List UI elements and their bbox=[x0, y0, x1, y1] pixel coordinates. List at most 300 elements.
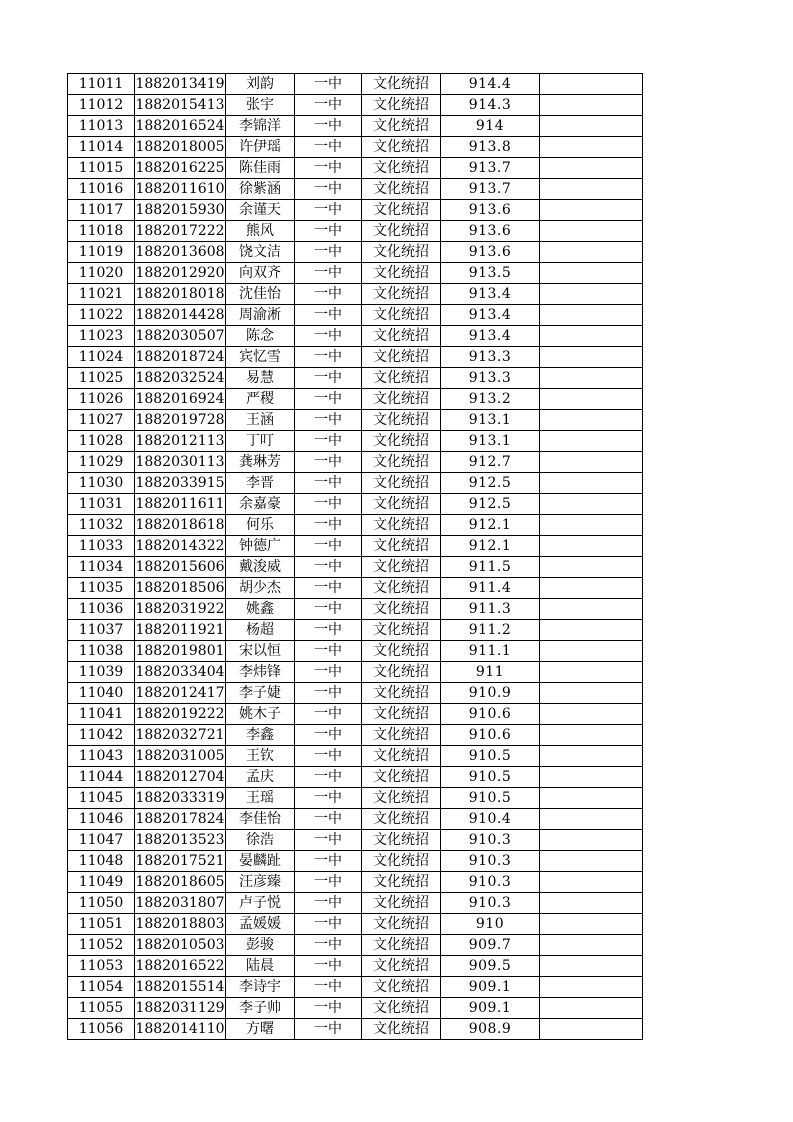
seq-number-cell: 11019 bbox=[68, 242, 135, 263]
note-cell bbox=[540, 179, 643, 200]
note-cell bbox=[540, 578, 643, 599]
student-name-cell: 胡少杰 bbox=[226, 578, 295, 599]
score-cell: 911.1 bbox=[441, 641, 540, 662]
admission-type-cell: 文化统招 bbox=[362, 557, 441, 578]
school-cell: 一中 bbox=[295, 746, 362, 767]
admission-type-cell: 文化统招 bbox=[362, 494, 441, 515]
score-cell: 910.3 bbox=[441, 872, 540, 893]
school-cell: 一中 bbox=[295, 200, 362, 221]
table-row bbox=[68, 410, 643, 431]
table-row bbox=[68, 494, 643, 515]
admission-type-cell: 文化统招 bbox=[362, 242, 441, 263]
seq-number-cell: 11026 bbox=[68, 389, 135, 410]
score-cell: 913.1 bbox=[441, 410, 540, 431]
score-cell: 910.4 bbox=[441, 809, 540, 830]
score-cell: 913.7 bbox=[441, 179, 540, 200]
exam-id-cell: 1882018018 bbox=[135, 284, 226, 305]
table-row bbox=[68, 725, 643, 746]
student-name-cell: 李子帅 bbox=[226, 998, 295, 1019]
exam-id-cell: 1882011921 bbox=[135, 620, 226, 641]
results-table bbox=[67, 73, 643, 1040]
note-cell bbox=[540, 1019, 643, 1040]
student-name-cell: 熊风 bbox=[226, 221, 295, 242]
score-cell: 909.5 bbox=[441, 956, 540, 977]
score-cell: 912.1 bbox=[441, 536, 540, 557]
seq-number-cell: 11012 bbox=[68, 95, 135, 116]
school-cell: 一中 bbox=[295, 368, 362, 389]
score-cell: 910.3 bbox=[441, 893, 540, 914]
seq-number-cell: 11049 bbox=[68, 872, 135, 893]
school-cell: 一中 bbox=[295, 221, 362, 242]
seq-number-cell: 11021 bbox=[68, 284, 135, 305]
admission-type-cell: 文化统招 bbox=[362, 977, 441, 998]
note-cell bbox=[540, 998, 643, 1019]
student-name-cell: 孟媛媛 bbox=[226, 914, 295, 935]
exam-id-cell: 1882014110 bbox=[135, 1019, 226, 1040]
score-cell: 910.5 bbox=[441, 746, 540, 767]
school-cell: 一中 bbox=[295, 137, 362, 158]
school-cell: 一中 bbox=[295, 830, 362, 851]
note-cell bbox=[540, 725, 643, 746]
note-cell bbox=[540, 116, 643, 137]
exam-id-cell: 1882012417 bbox=[135, 683, 226, 704]
table-row bbox=[68, 473, 643, 494]
student-name-cell: 陆晨 bbox=[226, 956, 295, 977]
seq-number-cell: 11020 bbox=[68, 263, 135, 284]
table-row bbox=[68, 347, 643, 368]
note-cell bbox=[540, 599, 643, 620]
exam-id-cell: 1882031922 bbox=[135, 599, 226, 620]
admission-type-cell: 文化统招 bbox=[362, 641, 441, 662]
table-row bbox=[68, 998, 643, 1019]
exam-id-cell: 1882017222 bbox=[135, 221, 226, 242]
note-cell bbox=[540, 977, 643, 998]
table-body bbox=[68, 74, 643, 1040]
school-cell: 一中 bbox=[295, 431, 362, 452]
student-name-cell: 方曙 bbox=[226, 1019, 295, 1040]
admission-type-cell: 文化统招 bbox=[362, 305, 441, 326]
school-cell: 一中 bbox=[295, 683, 362, 704]
student-name-cell: 杨超 bbox=[226, 620, 295, 641]
student-name-cell: 李鑫 bbox=[226, 725, 295, 746]
score-cell: 914.3 bbox=[441, 95, 540, 116]
school-cell: 一中 bbox=[295, 494, 362, 515]
school-cell: 一中 bbox=[295, 578, 362, 599]
score-cell: 913.3 bbox=[441, 368, 540, 389]
note-cell bbox=[540, 557, 643, 578]
note-cell bbox=[540, 704, 643, 725]
seq-number-cell: 11032 bbox=[68, 515, 135, 536]
table-row bbox=[68, 788, 643, 809]
seq-number-cell: 11040 bbox=[68, 683, 135, 704]
exam-id-cell: 1882013523 bbox=[135, 830, 226, 851]
seq-number-cell: 11034 bbox=[68, 557, 135, 578]
exam-id-cell: 1882033404 bbox=[135, 662, 226, 683]
score-cell: 913.4 bbox=[441, 284, 540, 305]
exam-id-cell: 1882031807 bbox=[135, 893, 226, 914]
seq-number-cell: 11013 bbox=[68, 116, 135, 137]
seq-number-cell: 11051 bbox=[68, 914, 135, 935]
note-cell bbox=[540, 893, 643, 914]
note-cell bbox=[540, 431, 643, 452]
score-cell: 910.3 bbox=[441, 830, 540, 851]
admission-type-cell: 文化统招 bbox=[362, 851, 441, 872]
student-name-cell: 孟庆 bbox=[226, 767, 295, 788]
admission-type-cell: 文化统招 bbox=[362, 452, 441, 473]
seq-number-cell: 11055 bbox=[68, 998, 135, 1019]
exam-id-cell: 1882030507 bbox=[135, 326, 226, 347]
note-cell bbox=[540, 914, 643, 935]
admission-type-cell: 文化统招 bbox=[362, 200, 441, 221]
admission-type-cell: 文化统招 bbox=[362, 284, 441, 305]
student-name-cell: 何乐 bbox=[226, 515, 295, 536]
seq-number-cell: 11048 bbox=[68, 851, 135, 872]
score-cell: 911.4 bbox=[441, 578, 540, 599]
student-name-cell: 丁叮 bbox=[226, 431, 295, 452]
student-name-cell: 陈佳雨 bbox=[226, 158, 295, 179]
note-cell bbox=[540, 368, 643, 389]
school-cell: 一中 bbox=[295, 158, 362, 179]
school-cell: 一中 bbox=[295, 704, 362, 725]
exam-id-cell: 1882014428 bbox=[135, 305, 226, 326]
seq-number-cell: 11015 bbox=[68, 158, 135, 179]
score-cell: 913.7 bbox=[441, 158, 540, 179]
admission-type-cell: 文化统招 bbox=[362, 872, 441, 893]
seq-number-cell: 11039 bbox=[68, 662, 135, 683]
table-row bbox=[68, 809, 643, 830]
student-name-cell: 卢子悦 bbox=[226, 893, 295, 914]
table-row bbox=[68, 431, 643, 452]
table-row bbox=[68, 326, 643, 347]
table-row bbox=[68, 872, 643, 893]
note-cell bbox=[540, 641, 643, 662]
score-cell: 908.9 bbox=[441, 1019, 540, 1040]
school-cell: 一中 bbox=[295, 347, 362, 368]
score-cell: 914 bbox=[441, 116, 540, 137]
score-cell: 912.5 bbox=[441, 494, 540, 515]
exam-id-cell: 1882019728 bbox=[135, 410, 226, 431]
admission-type-cell: 文化统招 bbox=[362, 221, 441, 242]
seq-number-cell: 11018 bbox=[68, 221, 135, 242]
exam-id-cell: 1882015514 bbox=[135, 977, 226, 998]
admission-type-cell: 文化统招 bbox=[362, 830, 441, 851]
score-cell: 913.1 bbox=[441, 431, 540, 452]
table-row bbox=[68, 683, 643, 704]
seq-number-cell: 11047 bbox=[68, 830, 135, 851]
student-name-cell: 余嘉豪 bbox=[226, 494, 295, 515]
score-cell: 913.8 bbox=[441, 137, 540, 158]
exam-id-cell: 1882016225 bbox=[135, 158, 226, 179]
admission-type-cell: 文化统招 bbox=[362, 788, 441, 809]
table-row bbox=[68, 95, 643, 116]
exam-id-cell: 1882031005 bbox=[135, 746, 226, 767]
table-row bbox=[68, 830, 643, 851]
exam-id-cell: 1882018506 bbox=[135, 578, 226, 599]
school-cell: 一中 bbox=[295, 410, 362, 431]
note-cell bbox=[540, 473, 643, 494]
exam-id-cell: 1882010503 bbox=[135, 935, 226, 956]
table-row bbox=[68, 704, 643, 725]
school-cell: 一中 bbox=[295, 599, 362, 620]
table-row bbox=[68, 1019, 643, 1040]
note-cell bbox=[540, 326, 643, 347]
table-row bbox=[68, 305, 643, 326]
note-cell bbox=[540, 410, 643, 431]
student-name-cell: 王钦 bbox=[226, 746, 295, 767]
student-name-cell: 沈佳怡 bbox=[226, 284, 295, 305]
student-name-cell: 李炜锋 bbox=[226, 662, 295, 683]
student-name-cell: 王瑶 bbox=[226, 788, 295, 809]
table-row bbox=[68, 368, 643, 389]
student-name-cell: 宾忆雪 bbox=[226, 347, 295, 368]
exam-id-cell: 1882015930 bbox=[135, 200, 226, 221]
table-row bbox=[68, 536, 643, 557]
exam-id-cell: 1882017824 bbox=[135, 809, 226, 830]
note-cell bbox=[540, 305, 643, 326]
score-cell: 909.1 bbox=[441, 998, 540, 1019]
admission-type-cell: 文化统招 bbox=[362, 536, 441, 557]
exam-id-cell: 1882011610 bbox=[135, 179, 226, 200]
note-cell bbox=[540, 515, 643, 536]
school-cell: 一中 bbox=[295, 557, 362, 578]
admission-type-cell: 文化统招 bbox=[362, 179, 441, 200]
table-row bbox=[68, 242, 643, 263]
student-name-cell: 周渝淅 bbox=[226, 305, 295, 326]
score-cell: 913.6 bbox=[441, 221, 540, 242]
student-name-cell: 饶文洁 bbox=[226, 242, 295, 263]
score-cell: 910.5 bbox=[441, 788, 540, 809]
school-cell: 一中 bbox=[295, 389, 362, 410]
note-cell bbox=[540, 809, 643, 830]
seq-number-cell: 11023 bbox=[68, 326, 135, 347]
admission-type-cell: 文化统招 bbox=[362, 137, 441, 158]
seq-number-cell: 11024 bbox=[68, 347, 135, 368]
seq-number-cell: 11041 bbox=[68, 704, 135, 725]
seq-number-cell: 11042 bbox=[68, 725, 135, 746]
exam-id-cell: 1882030113 bbox=[135, 452, 226, 473]
table-row bbox=[68, 578, 643, 599]
score-cell: 910 bbox=[441, 914, 540, 935]
note-cell bbox=[540, 221, 643, 242]
seq-number-cell: 11054 bbox=[68, 977, 135, 998]
admission-type-cell: 文化统招 bbox=[362, 116, 441, 137]
note-cell bbox=[540, 872, 643, 893]
note-cell bbox=[540, 956, 643, 977]
seq-number-cell: 11014 bbox=[68, 137, 135, 158]
student-name-cell: 王涵 bbox=[226, 410, 295, 431]
exam-id-cell: 1882016524 bbox=[135, 116, 226, 137]
admission-type-cell: 文化统招 bbox=[362, 956, 441, 977]
note-cell bbox=[540, 767, 643, 788]
student-name-cell: 李晋 bbox=[226, 473, 295, 494]
school-cell: 一中 bbox=[295, 641, 362, 662]
exam-id-cell: 1882033319 bbox=[135, 788, 226, 809]
table-row bbox=[68, 851, 643, 872]
table-row bbox=[68, 200, 643, 221]
note-cell bbox=[540, 95, 643, 116]
table-row bbox=[68, 767, 643, 788]
seq-number-cell: 11036 bbox=[68, 599, 135, 620]
admission-type-cell: 文化统招 bbox=[362, 515, 441, 536]
student-name-cell: 晏麟趾 bbox=[226, 851, 295, 872]
student-name-cell: 向双齐 bbox=[226, 263, 295, 284]
school-cell: 一中 bbox=[295, 809, 362, 830]
score-cell: 914.4 bbox=[441, 74, 540, 95]
school-cell: 一中 bbox=[295, 179, 362, 200]
student-name-cell: 彭骏 bbox=[226, 935, 295, 956]
school-cell: 一中 bbox=[295, 305, 362, 326]
school-cell: 一中 bbox=[295, 998, 362, 1019]
admission-type-cell: 文化统招 bbox=[362, 599, 441, 620]
admission-type-cell: 文化统招 bbox=[362, 578, 441, 599]
note-cell bbox=[540, 263, 643, 284]
admission-type-cell: 文化统招 bbox=[362, 620, 441, 641]
school-cell: 一中 bbox=[295, 74, 362, 95]
school-cell: 一中 bbox=[295, 263, 362, 284]
note-cell bbox=[540, 494, 643, 515]
student-name-cell: 李子婕 bbox=[226, 683, 295, 704]
note-cell bbox=[540, 935, 643, 956]
score-cell: 911.2 bbox=[441, 620, 540, 641]
student-name-cell: 汪彦臻 bbox=[226, 872, 295, 893]
score-cell: 913.5 bbox=[441, 263, 540, 284]
admission-type-cell: 文化统招 bbox=[362, 725, 441, 746]
seq-number-cell: 11043 bbox=[68, 746, 135, 767]
admission-type-cell: 文化统招 bbox=[362, 473, 441, 494]
school-cell: 一中 bbox=[295, 872, 362, 893]
note-cell bbox=[540, 851, 643, 872]
admission-type-cell: 文化统招 bbox=[362, 74, 441, 95]
score-cell: 913.6 bbox=[441, 200, 540, 221]
admission-type-cell: 文化统招 bbox=[362, 662, 441, 683]
student-name-cell: 李诗宇 bbox=[226, 977, 295, 998]
score-cell: 912.7 bbox=[441, 452, 540, 473]
school-cell: 一中 bbox=[295, 620, 362, 641]
school-cell: 一中 bbox=[295, 95, 362, 116]
table-row bbox=[68, 284, 643, 305]
admission-type-cell: 文化统招 bbox=[362, 935, 441, 956]
score-cell: 913.6 bbox=[441, 242, 540, 263]
score-cell: 913.4 bbox=[441, 305, 540, 326]
seq-number-cell: 11045 bbox=[68, 788, 135, 809]
seq-number-cell: 11037 bbox=[68, 620, 135, 641]
table-row bbox=[68, 158, 643, 179]
exam-id-cell: 1882018618 bbox=[135, 515, 226, 536]
seq-number-cell: 11046 bbox=[68, 809, 135, 830]
student-name-cell: 严稷 bbox=[226, 389, 295, 410]
admission-type-cell: 文化统招 bbox=[362, 767, 441, 788]
table-row bbox=[68, 746, 643, 767]
note-cell bbox=[540, 746, 643, 767]
table-row bbox=[68, 389, 643, 410]
admission-type-cell: 文化统招 bbox=[362, 1019, 441, 1040]
exam-id-cell: 1882015413 bbox=[135, 95, 226, 116]
school-cell: 一中 bbox=[295, 977, 362, 998]
table-row bbox=[68, 662, 643, 683]
exam-id-cell: 1882011611 bbox=[135, 494, 226, 515]
seq-number-cell: 11029 bbox=[68, 452, 135, 473]
score-cell: 912.1 bbox=[441, 515, 540, 536]
note-cell bbox=[540, 788, 643, 809]
score-cell: 910.6 bbox=[441, 704, 540, 725]
school-cell: 一中 bbox=[295, 116, 362, 137]
table-row bbox=[68, 452, 643, 473]
table-row bbox=[68, 263, 643, 284]
admission-type-cell: 文化统招 bbox=[362, 704, 441, 725]
seq-number-cell: 11025 bbox=[68, 368, 135, 389]
student-name-cell: 龚琳芳 bbox=[226, 452, 295, 473]
note-cell bbox=[540, 74, 643, 95]
seq-number-cell: 11016 bbox=[68, 179, 135, 200]
admission-type-cell: 文化统招 bbox=[362, 746, 441, 767]
score-cell: 913.3 bbox=[441, 347, 540, 368]
score-cell: 909.1 bbox=[441, 977, 540, 998]
note-cell bbox=[540, 158, 643, 179]
seq-number-cell: 11044 bbox=[68, 767, 135, 788]
admission-type-cell: 文化统招 bbox=[362, 683, 441, 704]
student-name-cell: 姚木子 bbox=[226, 704, 295, 725]
student-name-cell: 姚鑫 bbox=[226, 599, 295, 620]
score-cell: 909.7 bbox=[441, 935, 540, 956]
table-row bbox=[68, 599, 643, 620]
admission-type-cell: 文化统招 bbox=[362, 410, 441, 431]
exam-id-cell: 1882018803 bbox=[135, 914, 226, 935]
school-cell: 一中 bbox=[295, 893, 362, 914]
exam-id-cell: 1882013419 bbox=[135, 74, 226, 95]
school-cell: 一中 bbox=[295, 767, 362, 788]
table-row bbox=[68, 74, 643, 95]
school-cell: 一中 bbox=[295, 536, 362, 557]
admission-type-cell: 文化统招 bbox=[362, 326, 441, 347]
seq-number-cell: 11038 bbox=[68, 641, 135, 662]
note-cell bbox=[540, 284, 643, 305]
exam-id-cell: 1882013608 bbox=[135, 242, 226, 263]
student-name-cell: 刘韵 bbox=[226, 74, 295, 95]
seq-number-cell: 11011 bbox=[68, 74, 135, 95]
seq-number-cell: 11033 bbox=[68, 536, 135, 557]
note-cell bbox=[540, 662, 643, 683]
school-cell: 一中 bbox=[295, 452, 362, 473]
school-cell: 一中 bbox=[295, 956, 362, 977]
table-row bbox=[68, 620, 643, 641]
exam-id-cell: 1882019801 bbox=[135, 641, 226, 662]
note-cell bbox=[540, 200, 643, 221]
table-row bbox=[68, 179, 643, 200]
table-row bbox=[68, 914, 643, 935]
student-name-cell: 张宇 bbox=[226, 95, 295, 116]
school-cell: 一中 bbox=[295, 326, 362, 347]
score-cell: 910.6 bbox=[441, 725, 540, 746]
seq-number-cell: 11028 bbox=[68, 431, 135, 452]
admission-type-cell: 文化统招 bbox=[362, 95, 441, 116]
exam-id-cell: 1882012704 bbox=[135, 767, 226, 788]
admission-type-cell: 文化统招 bbox=[362, 998, 441, 1019]
score-cell: 910.5 bbox=[441, 767, 540, 788]
exam-id-cell: 1882018724 bbox=[135, 347, 226, 368]
note-cell bbox=[540, 347, 643, 368]
seq-number-cell: 11027 bbox=[68, 410, 135, 431]
table-row bbox=[68, 977, 643, 998]
note-cell bbox=[540, 620, 643, 641]
school-cell: 一中 bbox=[295, 242, 362, 263]
exam-id-cell: 1882031129 bbox=[135, 998, 226, 1019]
admission-type-cell: 文化统招 bbox=[362, 368, 441, 389]
school-cell: 一中 bbox=[295, 515, 362, 536]
school-cell: 一中 bbox=[295, 662, 362, 683]
admission-type-cell: 文化统招 bbox=[362, 263, 441, 284]
school-cell: 一中 bbox=[295, 1019, 362, 1040]
score-cell: 910.3 bbox=[441, 851, 540, 872]
